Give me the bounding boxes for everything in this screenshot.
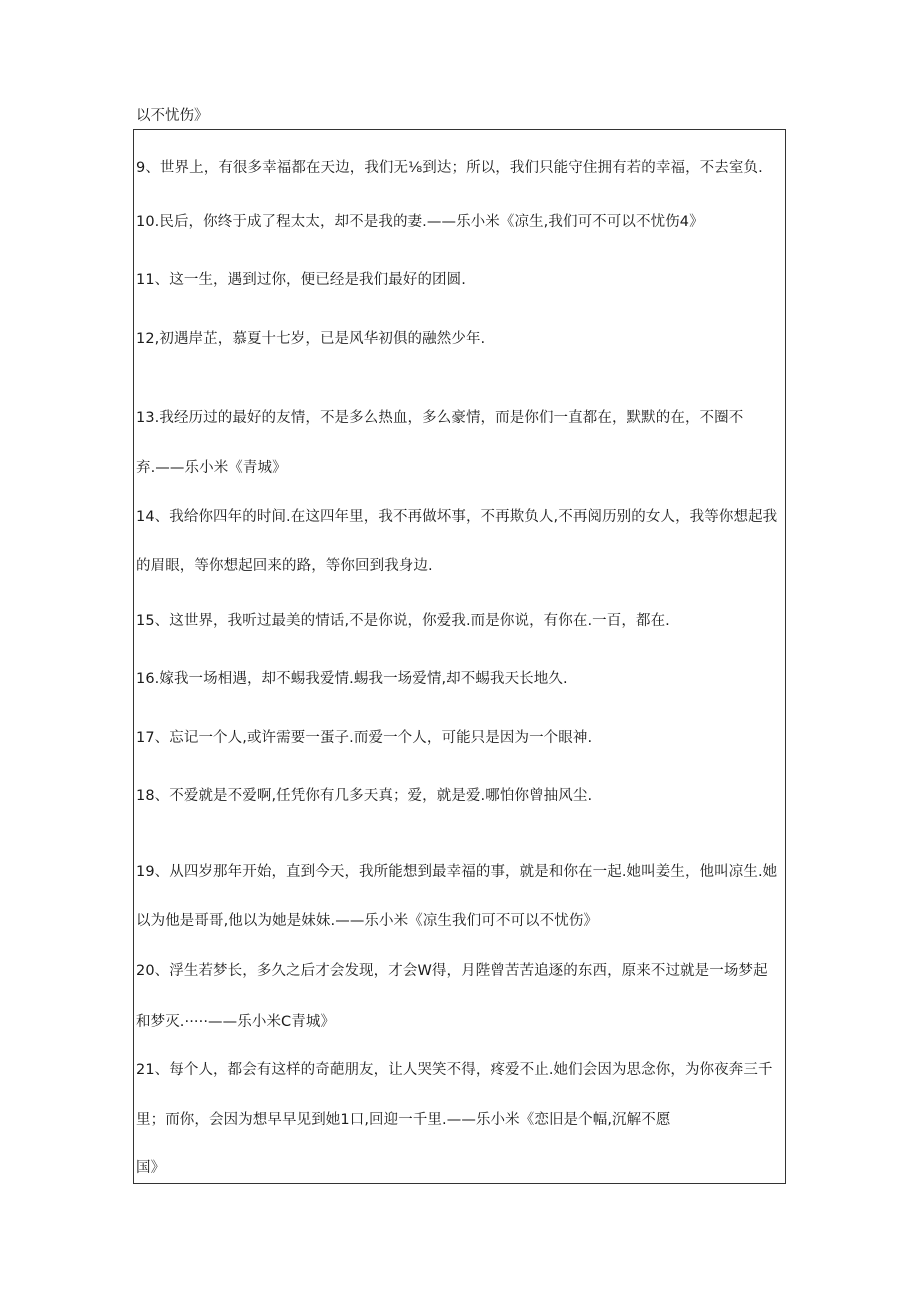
quote-line: 17、忘记一个人,或许需要一蛋子.而爱一个人，可能只是因为一个眼神. (136, 730, 593, 746)
quote-line: 15、这世界，我听过最美的情话,不是你说，你爱我.而是你说，有你在.一百，都在. (136, 613, 670, 629)
quote-line: 12,初遇岸芷，慕夏十七岁，已是风华初俱的融然少年. (136, 331, 486, 347)
quote-line: 16.嫁我一场相遇，却不蜴我爱情.蜴我一场爱情,却不蜴我天长地久. (136, 671, 568, 687)
quote-line: 19、从四岁那年开始，直到今天，我所能想到最幸福的事，就是和你在一起.她叫姜生，他叫凉生.她 (136, 864, 778, 880)
quote-line: 11、这一生，遇到过你，便已经是我们最好的团圆. (136, 272, 466, 288)
header-fragment: 以不忧伤》 (136, 108, 209, 124)
quote-line: 14、我给你四年的时间.在这四年里，我不再做坏事，不再欺负人,不再阅历别的女人，我等你想起我 (136, 509, 778, 525)
quote-line: 和梦灭.·····——乐小米C青城》 (136, 1014, 336, 1030)
quote-line: 20、浮生若梦长，多久之后才会发现，才会W得，月陛曾苦苦追逐的东西，原来不过就是一场梦起 (136, 963, 768, 979)
quote-line: 10.民后，你终于成了程太太，却不是我的妻.——乐小米《凉生,我们可不可以不忧伤4》 (136, 214, 704, 230)
quote-line: 里；而你，会因为想早早见到她1口,回迎一千里.——乐小米《恋旧是个幅,沉解不愿 (136, 1112, 671, 1128)
quote-line: 弃.——乐小米《青城》 (136, 460, 287, 476)
quote-line: 9、世界上，有很多幸福都在天边，我们无⅛到达；所以，我们只能守住拥有若的幸福，不去室负. (136, 160, 763, 176)
quote-line: 的眉眼，等你想起回来的路，等你回到我身边. (136, 558, 433, 574)
quote-line: 国》 (136, 1160, 166, 1176)
quote-line: 13.我经历过的最好的友情，不是多么热血，多么豪情，而是你们一直都在，默默的在，不圈不 (136, 410, 744, 426)
quote-line: 18、不爱就是不爱啊,任凭你有几多天真；爱，就是爱.哪怕你曾抽风尘. (136, 788, 593, 804)
quote-line: 21、每个人，都会有这样的奇葩朋友，让人哭笑不得，疼爱不止.她们会因为思念你，为你夜奔三千 (136, 1062, 773, 1078)
quote-line: 以为他是哥哥,他以为她是妹妹.——乐小米《凉生我们可不可以不忧伤》 (136, 913, 599, 929)
